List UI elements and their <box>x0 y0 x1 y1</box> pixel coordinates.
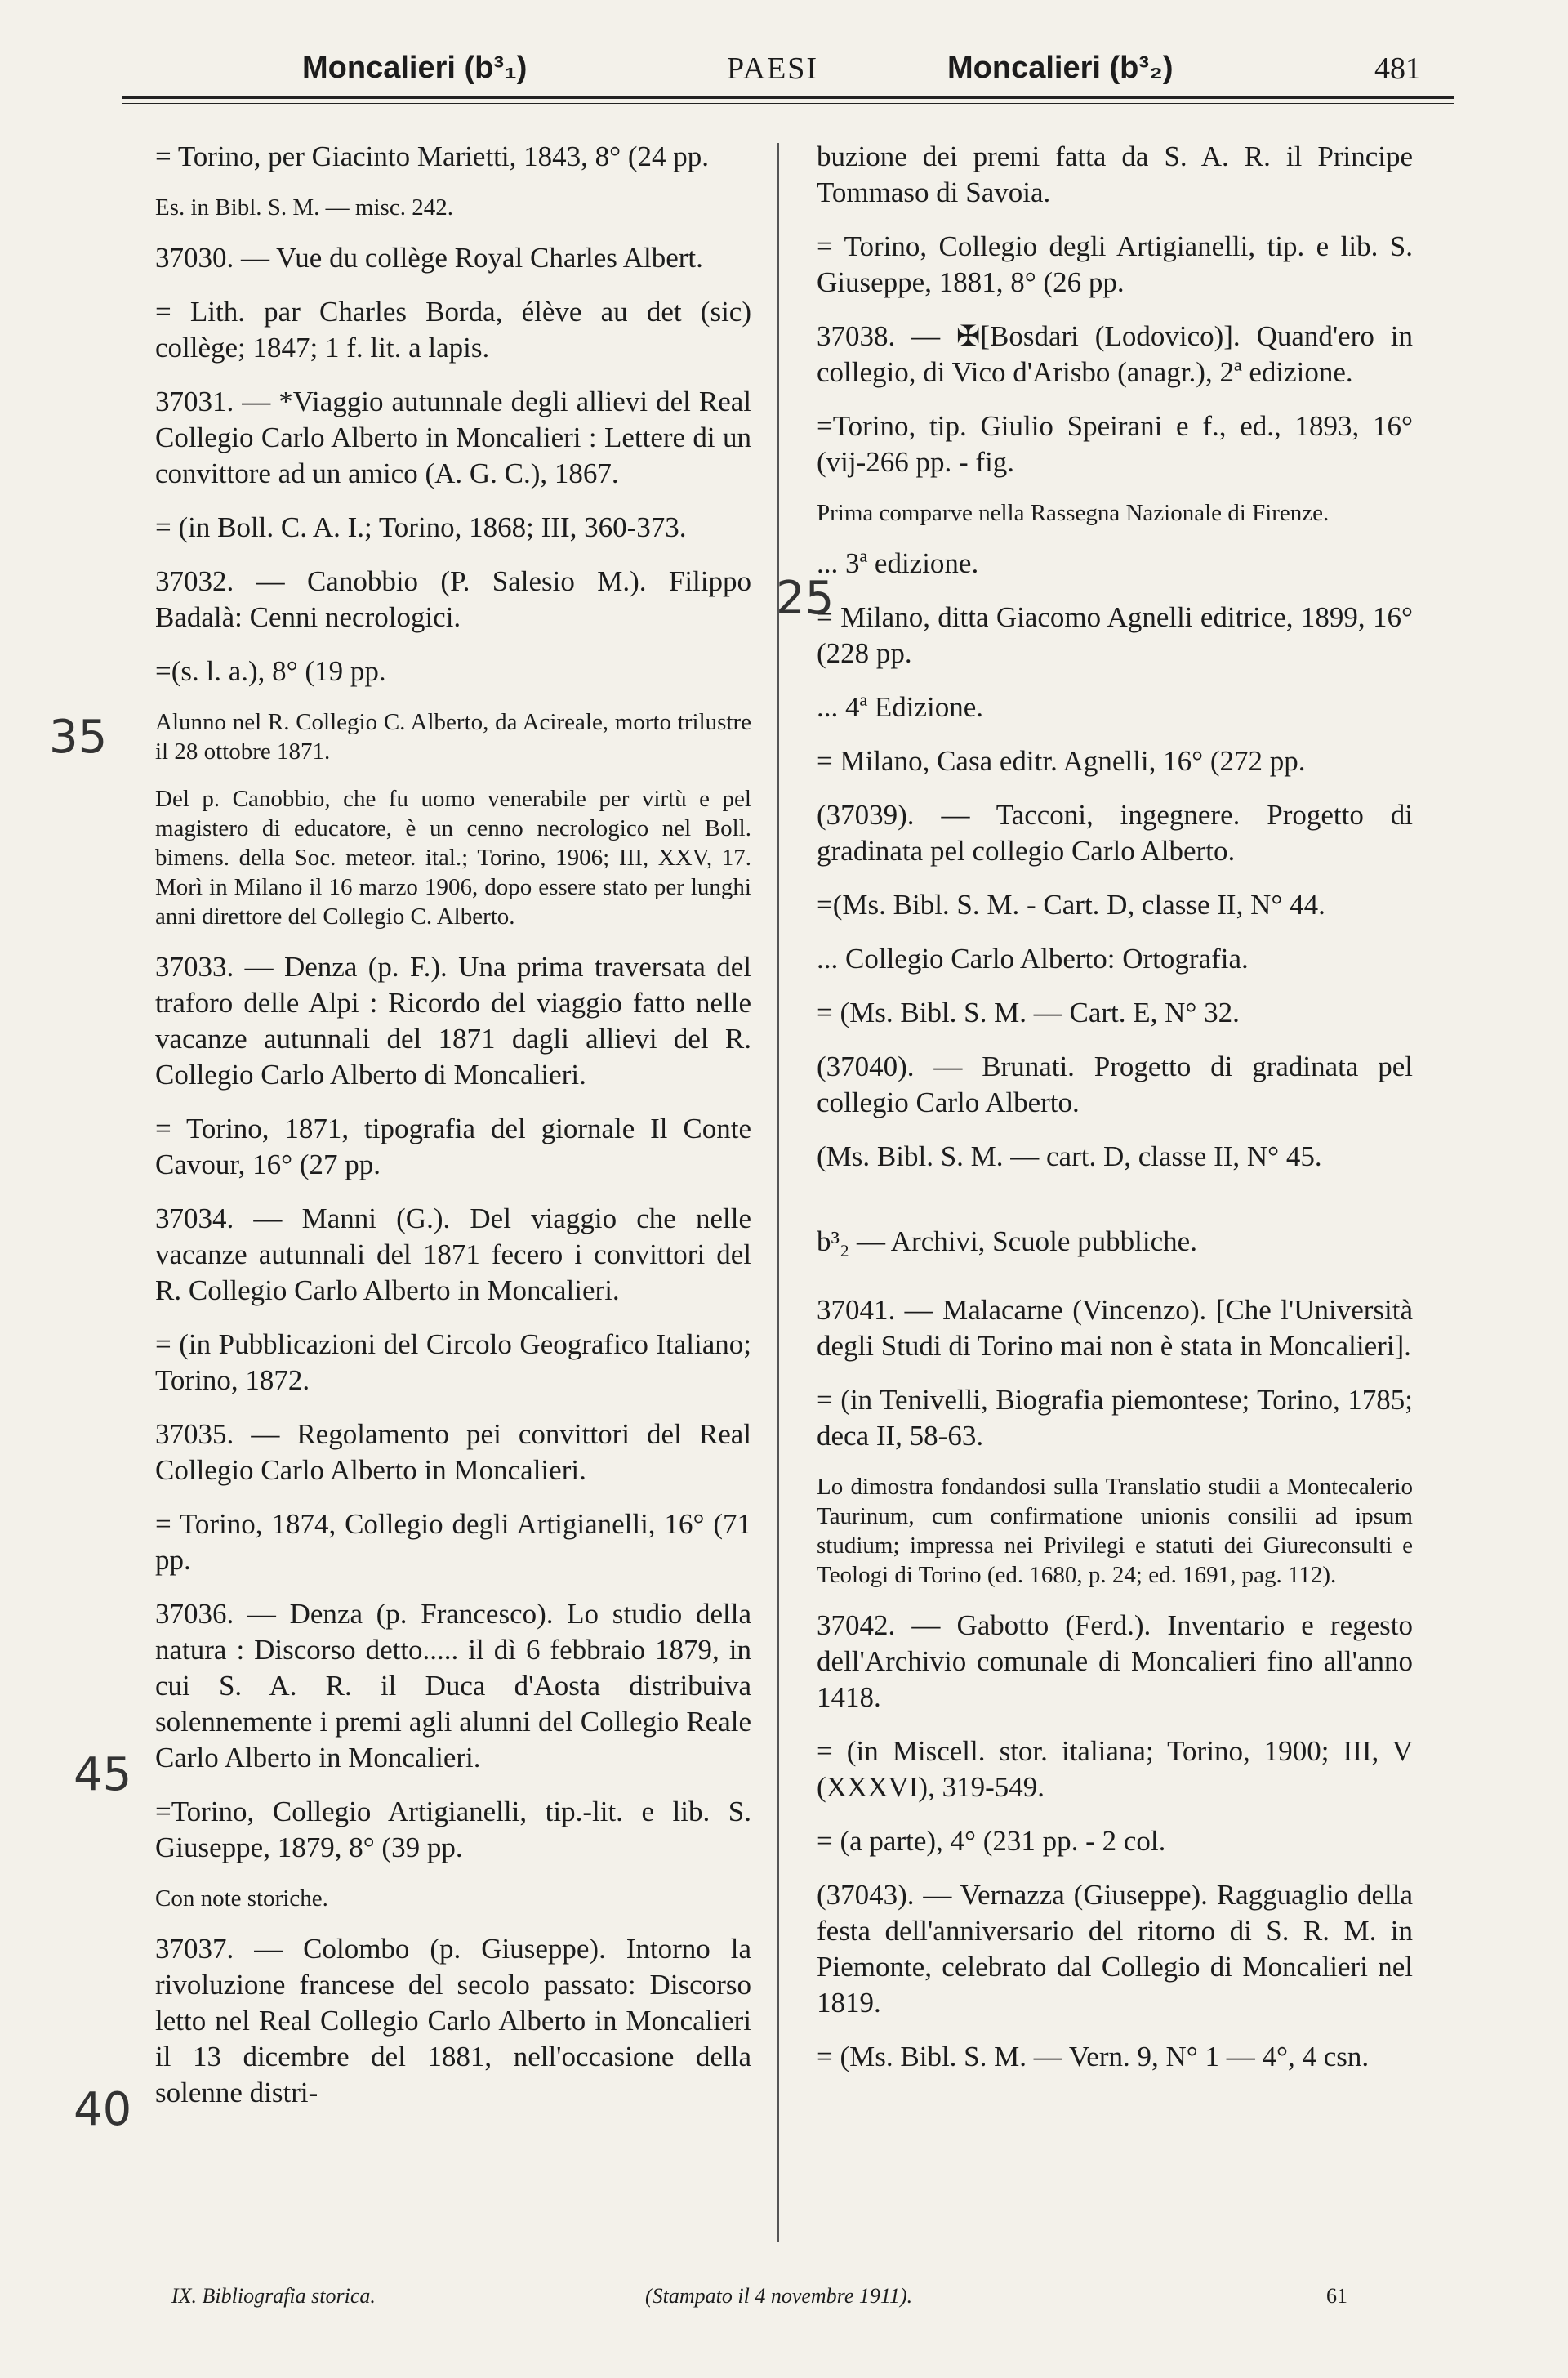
entry-note: Lo dimostra fondandosi sulla Translatio studii a Montecalerio Taurinum, cum confirmatione unionis consilii ad ipsum studium; impressa nei Privilegi e statuti dei Giureconsulti e Teologi di Torino (ed. 1680, p. 24; ed. 1691, pag. 112). <box>817 1474 1413 1588</box>
footer-center: (Stampato il 4 novembre 1911). <box>645 2284 913 2308</box>
entry-text: =Torino, Collegio Artigianelli, tip.-lit. e lib. S. Giuseppe, 1879, 8° (39 pp. <box>155 1796 751 1863</box>
margin-note: 40 <box>74 2083 132 2136</box>
entry-text: = Torino, Collegio degli Artigianelli, tip. e lib. S. Giuseppe, 1881, 8° (26 pp. <box>817 230 1413 298</box>
entry-text: = (in Boll. C. A. I.; Torino, 1868; III, 360-373. <box>155 511 687 543</box>
entry-text: =(s. l. a.), 8° (19 pp. <box>155 655 386 687</box>
entry-text: (37039). — Tacconi, ingegnere. Progetto di gradinata pel collegio Carlo Alberto. <box>817 799 1413 867</box>
entry-text: = (Ms. Bibl. S. M. — Cart. E, N° 32. <box>817 997 1240 1028</box>
entry-text: 37041. — Malacarne (Vincenzo). [Che l'Università degli Studi di Torino mai non è stata in Moncalieri]. <box>817 1294 1413 1362</box>
entry-text: =(Ms. Bibl. S. M. - Cart. D, classe II, N° 44. <box>817 889 1325 921</box>
entry-text: 37031. — *Viaggio autunnale degli allievi del Real Collegio Carlo Alberto in Moncalieri : Lettere di un convittore ad un amico (A. G. C.), 1867. <box>155 386 751 489</box>
header-center: PAESI <box>727 51 819 86</box>
entry-note: Con note storiche. <box>155 1885 328 1912</box>
entry-text: 37033. — Denza (p. F.). Una prima traversata del traforo delle Alpi : Ricordo del viaggio fatto nelle vacanze autunnali del 1871 dagli allievi del R. Collegio Carlo Alberto di Moncalieri. <box>155 951 751 1091</box>
entry-text: = (in Miscell. stor. italiana; Torino, 1900; III, V (XXXVI), 319-549. <box>817 1735 1413 1803</box>
entry-text: 37030. — Vue du collège Royal Charles Albert. <box>155 242 703 274</box>
entry-text: = (a parte), 4° (231 pp. - 2 col. <box>817 1825 1166 1857</box>
entry-text: 37038. — ✠[Bosdari (Lodovico)]. Quand'ero in collegio, di Vico d'Arisbo (anagr.), 2ª edizione. <box>817 320 1413 388</box>
entry-note: Alunno nel R. Collegio C. Alberto, da Acireale, morto trilustre il 28 ottobre 1871. <box>155 709 751 765</box>
entry-text: 37042. — Gabotto (Ferd.). Inventario e regesto dell'Archivio comunale di Moncalieri fino all'anno 1418. <box>817 1609 1413 1713</box>
entry-text: ... Collegio Carlo Alberto: Ortografia. <box>817 943 1249 975</box>
entry-text: 37036. — Denza (p. Francesco). Lo studio della natura : Discorso detto..... il dì 6 febbraio 1879, in cui S. A. R. il Duca d'Aosta distribuiva solennemente i premi agli alunni del Collegio Reale Carlo Alberto in Moncalieri. <box>155 1598 751 1773</box>
margin-note: 25 <box>776 572 835 625</box>
header-rule <box>122 96 1454 99</box>
right-column <box>817 139 1413 2093</box>
entry-text: = Milano, Casa editr. Agnelli, 16° (272 pp. <box>817 745 1306 777</box>
entry-text: 37034. — Manni (G.). Del viaggio che nelle vacanze autunnali del 1871 fecero i convittori del R. Collegio Carlo Alberto in Moncalieri. <box>155 1202 751 1306</box>
entry-text: (Ms. Bibl. S. M. — cart. D, classe II, N° 45. <box>817 1140 1322 1172</box>
entry-note: Del p. Canobbio, che fu uomo venerabile per virtù e pel magistero di educatore, è un cenno necrologico nel Boll. bimens. della Soc. meteor. ital.; Torino, 1906; III, XXV, 17. Morì in Milano il 16 marzo 1906, dopo essere stato per lunghi anni direttore del Collegio C. Alberto. <box>155 786 751 930</box>
entry-text: = Milano, ditta Giacomo Agnelli editrice, 1899, 16° (228 pp. <box>817 601 1413 669</box>
entry-text: = Torino, 1874, Collegio degli Artigianelli, 16° (71 pp. <box>155 1508 751 1576</box>
entry-text: = Torino, 1871, tipografia del giornale Il Conte Cavour, 16° (27 pp. <box>155 1113 751 1180</box>
entry-text: = (Ms. Bibl. S. M. — Vern. 9, N° 1 — 4°, 4 csn. <box>817 2041 1370 2072</box>
header-rule-thin <box>122 103 1454 104</box>
entry-text: = (in Pubblicazioni del Circolo Geografico Italiano; Torino, 1872. <box>155 1328 751 1396</box>
footer-left: IX. Bibliografia storica. <box>172 2284 376 2308</box>
entry-text: 37037. — Colombo (p. Giuseppe). Intorno la rivoluzione francese del secolo passato: Discorso letto nel Real Collegio Carlo Alberto in Moncalieri il 13 dicembre del 1881, nell'occasione della solenne distri- <box>155 1933 751 2108</box>
left-column <box>155 139 751 2129</box>
entry-text: 37035. — Regolamento pei convittori del Real Collegio Carlo Alberto in Moncalieri. <box>155 1418 751 1486</box>
entry-note: Prima comparve nella Rassegna Nazionale di Firenze. <box>817 500 1330 526</box>
page-number: 481 <box>1374 51 1421 86</box>
entry-note: Es. in Bibl. S. M. — misc. 242. <box>155 194 453 221</box>
margin-note: 35 <box>49 711 108 764</box>
entry-text: (37040). — Brunati. Progetto di gradinata pel collegio Carlo Alberto. <box>817 1051 1413 1118</box>
header-right: Moncalieri (b³₂) <box>947 51 1174 85</box>
entry-text: ... 3ª edizione. <box>817 547 979 579</box>
header-left: Moncalieri (b³₁) <box>302 51 528 85</box>
running-header <box>155 51 1421 91</box>
entry-text: = (in Tenivelli, Biografia piemontese; Torino, 1785; deca II, 58-63. <box>817 1384 1413 1452</box>
entry-text: (37043). — Vernazza (Giuseppe). Ragguaglio della festa dell'anniversario del ritorno di S. R. M. in Piemonte, celebrato dal Collegio di Moncalieri nel 1819. <box>817 1879 1413 2019</box>
entry-text: ... 4ª Edizione. <box>817 691 984 723</box>
entry-text: = Lith. par Charles Borda, élève au det (sic) collège; 1847; 1 f. lit. a lapis. <box>155 296 751 364</box>
entry-text: buzione dei premi fatta da S. A. R. il Principe Tommaso di Savoia. <box>817 141 1413 208</box>
entry-text: = Torino, per Giacinto Marietti, 1843, 8° (24 pp. <box>155 141 710 172</box>
entry-text: 37032. — Canobbio (P. Salesio M.). Filippo Badalà: Cenni necrologici. <box>155 565 751 633</box>
footer-right: 61 <box>1326 2284 1348 2308</box>
margin-note: 45 <box>74 1748 132 1801</box>
entry-text: =Torino, tip. Giulio Speirani e f., ed., 1893, 16° (vij-266 pp. - fig. <box>817 410 1413 478</box>
column-divider <box>777 143 779 2242</box>
section-heading: b³₂ — Archivi, Scuole pubbliche. <box>817 1225 1197 1257</box>
